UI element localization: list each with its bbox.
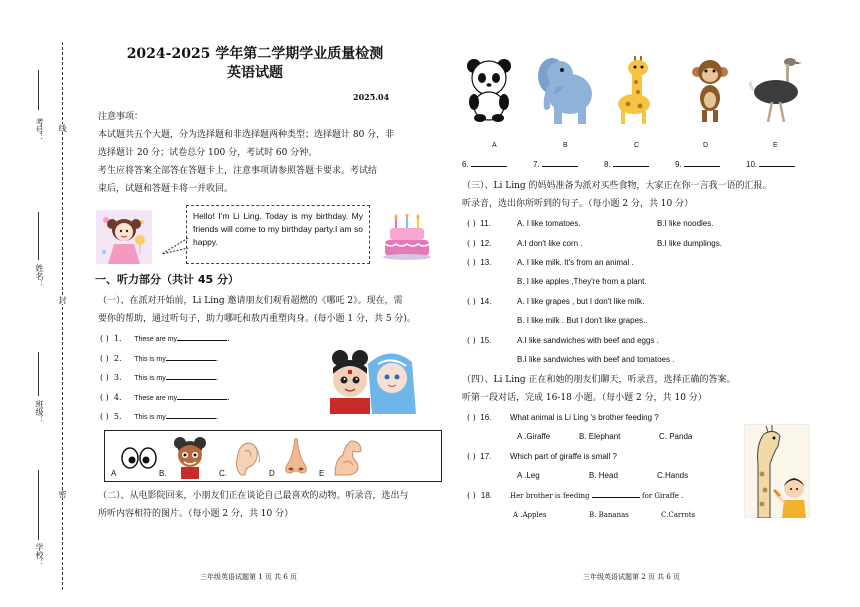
animals-row bbox=[462, 50, 822, 130]
notes-block bbox=[98, 108, 438, 198]
answer-blank[interactable] bbox=[166, 418, 216, 419]
question-12: ( ) 12. A.I don't like corn . B.I like dumplings. bbox=[467, 239, 722, 248]
seal-line-char: 线 bbox=[58, 124, 67, 132]
blank-10: 10. bbox=[746, 159, 795, 171]
title-line-1: 2024-2025 学年第二学期学业质量检测 bbox=[126, 46, 384, 62]
answer-blank[interactable] bbox=[759, 166, 795, 167]
class-label: 班级： bbox=[35, 400, 44, 424]
answer-blank[interactable] bbox=[471, 166, 507, 167]
nezha-face-icon bbox=[171, 435, 209, 479]
seal-close-char: 密 bbox=[58, 490, 67, 498]
question-16: ( ) 16. What animal is Li Ling 's brother feeding ? A .Giraffe B. Elephant C. Panda bbox=[467, 413, 693, 441]
body-parts-picture-box bbox=[104, 430, 442, 482]
li-ling-girl-illustration bbox=[96, 210, 152, 264]
question-4: ( ) 4. These are my . bbox=[100, 392, 230, 402]
question-13: ( ) 13. A. I like milk. It's from an animal . B. I like apples ,They're from a plant. bbox=[467, 258, 647, 286]
name-line bbox=[38, 212, 39, 260]
school-label: 学校： bbox=[35, 543, 44, 567]
animal-letter-c: C bbox=[634, 142, 640, 149]
ostrich-icon bbox=[746, 54, 806, 124]
question-2: ( ) 2. This is my . bbox=[100, 353, 219, 363]
school-line bbox=[38, 470, 39, 540]
instruction-line: 所听内容相符的图片。（每小题 2 分，共 10 分） bbox=[98, 509, 294, 519]
pic-letter-b: B. bbox=[159, 469, 167, 478]
exam-no-line bbox=[38, 70, 39, 110]
question-14: ( ) 14. A. I like grapes , but I don't like milk. B. I like milk . But I don't like grapes.. bbox=[467, 297, 648, 325]
nezha-aobing-illustration bbox=[320, 344, 420, 414]
instruction-line: （四）、Li Ling 正在和她的朋友们聊天，听录音，选择正确的答案。 bbox=[462, 375, 736, 385]
exam-title bbox=[110, 45, 400, 83]
class-line bbox=[38, 352, 39, 396]
speech-bubble: Hello! I'm Li Ling. Today is my birthday. My friends will come to my birthday party.I am so happy. bbox=[186, 205, 370, 264]
section4-instructions bbox=[462, 371, 814, 407]
section1-instructions bbox=[98, 292, 443, 328]
question-18: ( ) 18. Her brother is feeding for Giraffe . A .Apples B. Bananas C.Carrots bbox=[467, 491, 696, 519]
name-label: 姓名： bbox=[35, 264, 44, 288]
instruction-line: （二）、从电影院回来，小朋友们正在谈论自己最喜欢的动物。听录音，选出与 bbox=[98, 491, 409, 501]
question-list-1-5 bbox=[100, 333, 300, 431]
seal-seal-char: 封 bbox=[58, 296, 67, 304]
section2-instructions bbox=[98, 487, 443, 523]
answer-blank[interactable] bbox=[613, 166, 649, 167]
pic-letter-d: D bbox=[269, 469, 275, 478]
exam-date: 2025.04 bbox=[353, 92, 390, 102]
panda-icon bbox=[464, 56, 514, 122]
animal-letter-a: A bbox=[492, 142, 497, 149]
question-17: ( ) 17. Which part of giraffe is small ? A .Leg B. Head C.Hands bbox=[467, 452, 689, 480]
animal-letter-e: E bbox=[773, 142, 778, 149]
notes-line: 本试题共五个大题，分为选择题和非选择题两种类型；选择题计 80 分，非 bbox=[98, 130, 395, 140]
boy-feeding-giraffe-illustration bbox=[744, 424, 810, 518]
animal-letter-d: D bbox=[703, 142, 709, 149]
exam-no-label: 考号： bbox=[35, 118, 44, 142]
question-1: ( ) 1. These are my . bbox=[100, 334, 230, 343]
question-5: ( ) 5. This is my . bbox=[100, 412, 219, 421]
title-line-2: 英语试题 bbox=[227, 65, 283, 81]
blank-7: 7. bbox=[533, 159, 578, 171]
pic-letter-e: E bbox=[319, 469, 325, 478]
notes-heading: 注意事项： bbox=[98, 112, 144, 122]
notes-line: 束后，试题和答题卡将一并收回。 bbox=[98, 184, 234, 194]
footer-right: 三年级英语试题第 2 页 共 6 页 bbox=[583, 573, 681, 581]
blank-9: 9. bbox=[675, 159, 720, 171]
instruction-line: （一）、在派对开始前，Li Ling 邀请朋友们观看超燃的《哪吒 2》。现在，需 bbox=[98, 296, 403, 306]
nose-icon bbox=[281, 437, 311, 477]
ear-icon bbox=[231, 439, 261, 477]
answer-blank[interactable] bbox=[177, 340, 227, 341]
instruction-line: 听录音，选出你所听到的句子。（每小题 2 分，共 10 分） bbox=[462, 199, 694, 209]
notes-line: 考生应将答案全部答在答题卡上，注意事项请参照答题卡要求。考试结 bbox=[98, 166, 378, 176]
birthday-cake-icon bbox=[382, 214, 432, 260]
question-15: ( ) 15. A.I like sandwiches with beef and eggs . B.I like sandwiches with beef and tomatoes . bbox=[467, 336, 675, 364]
answer-blank[interactable] bbox=[166, 360, 216, 361]
answer-blank[interactable] bbox=[684, 166, 720, 167]
notes-line: 选择题计 20 分；试卷总分 100 分，考试时 60 分钟。 bbox=[98, 148, 318, 158]
blank-8: 8. bbox=[604, 159, 649, 171]
question-11: ( ) 11. A. I like tomatoes. B.I like noodles. bbox=[467, 219, 714, 228]
answer-blank[interactable] bbox=[166, 379, 216, 380]
instruction-line: （三）、Li Ling 的妈妈准备为派对买些食物，大家正在你一言我一语的汇报。 bbox=[462, 181, 772, 191]
footer-left: 三年级英语试题第 1 页 共 6 页 bbox=[200, 573, 298, 581]
pic-letter-c: C. bbox=[219, 469, 227, 478]
animal-letter-b: B bbox=[563, 142, 568, 149]
section3-instructions bbox=[462, 177, 814, 213]
answer-blank[interactable] bbox=[542, 166, 578, 167]
part1-title: 一、听力部分（共计 45 分） bbox=[95, 273, 239, 286]
answer-blank[interactable] bbox=[177, 399, 227, 400]
instruction-line: 听第一段对话，完成 16-18 小题。（每小题 2 分，共 10 分） bbox=[462, 393, 707, 403]
arm-muscle-icon bbox=[331, 437, 365, 477]
elephant-icon bbox=[530, 50, 596, 126]
question-3: ( ) 3. This is my . bbox=[100, 373, 219, 382]
monkey-icon bbox=[690, 58, 730, 124]
giraffe-icon bbox=[612, 52, 656, 126]
pic-letter-a: A bbox=[111, 469, 117, 478]
instruction-line: 要你的帮助，通过听句子，助力哪吒和敖丙重塑肉身。(每小题 1 分，共 5 分)。 bbox=[98, 314, 416, 324]
answer-blank[interactable] bbox=[592, 497, 640, 498]
blank-6: 6. bbox=[462, 159, 507, 171]
eyes-icon bbox=[121, 445, 157, 471]
